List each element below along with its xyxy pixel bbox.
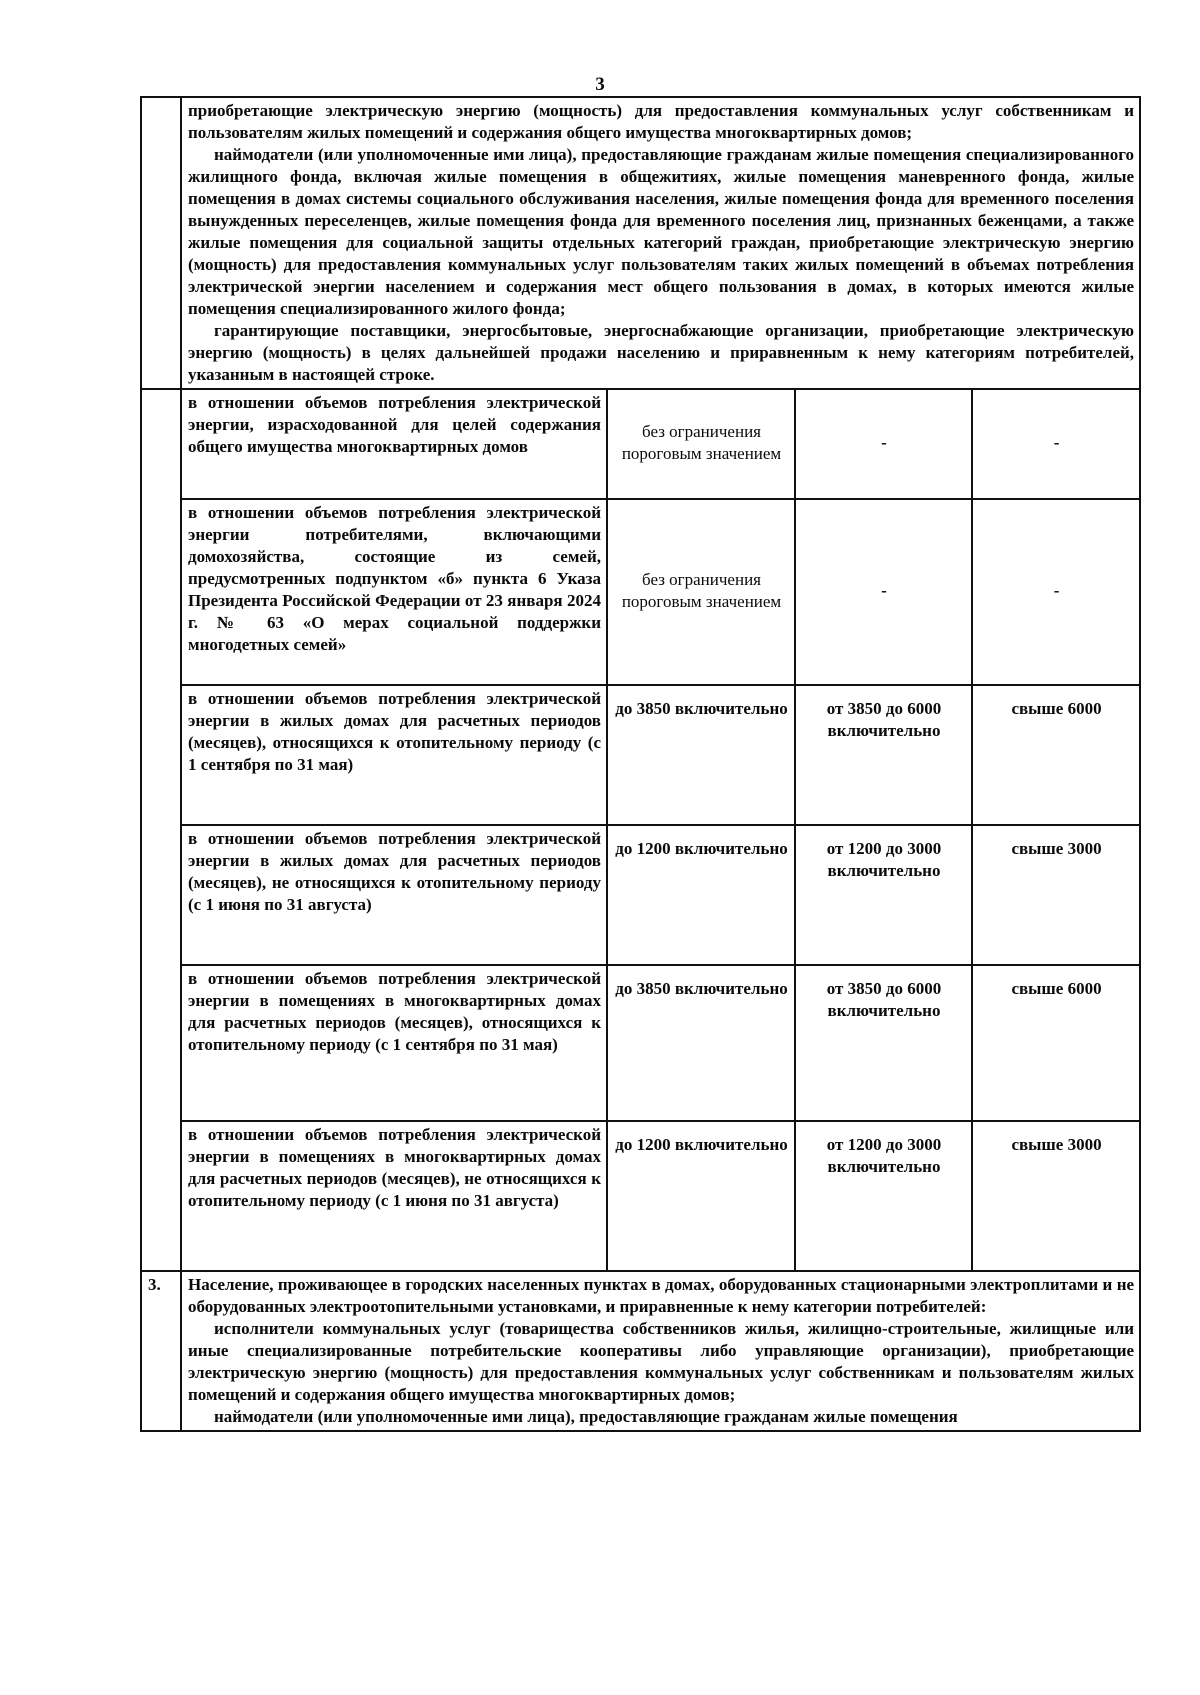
threshold-cell-2: от 1200 до 3000 включительно <box>795 825 972 965</box>
threshold-cell-3: свыше 3000 <box>972 825 1140 965</box>
threshold-cell-3: - <box>972 499 1140 685</box>
section-3-paragraph: Население, проживающее в городских населенных пунктах в домах, оборудованных стационарными электроплитами и не оборудованных электроотопительными установками, и приравненные к нему категории потребителей: <box>188 1275 1135 1316</box>
section-3-paragraph: исполнители коммунальных услуг (товарищества собственников жилья, жилищно-строительные, жилищные или иные специализированные потребительские кооперативы либо управляющие организации), приобретающие электрическую энергию (мощность) для предоставления коммунальных услуг собственникам и пользователям жилых помещений и содержания общего имущества многоквартирных домов; <box>188 1319 1135 1404</box>
table-row <box>141 389 1140 499</box>
threshold-cell-1: до 1200 включительно <box>607 825 795 965</box>
section-3-paragraph: наймодатели (или уполномоченные ими лица), предоставляющие гражданам жилые помещения <box>214 1407 958 1426</box>
intro-row <box>141 97 1140 389</box>
section-3-cell <box>181 1271 1140 1431</box>
intro-paragraph: приобретающие электрическую энергию (мощность) для предоставления коммунальных услуг собственникам и пользователям жилых помещений и содержания общего имущества многоквартирных домов; <box>188 101 1135 142</box>
section-number: 3. <box>141 1271 181 1431</box>
table-row <box>141 499 1140 685</box>
page-number: 3 <box>595 74 605 95</box>
row-description: в отношении объемов потребления электрической энергии, израсходованной для целей содержания общего имущества многоквартирных домов <box>181 389 607 499</box>
threshold-cell-2: от 3850 до 6000 включительно <box>795 685 972 825</box>
intro-paragraph: гарантирующие поставщики, энергосбытовые, энергоснабжающие организации, приобретающие электрическую энергию (мощность) в целях дальнейшей продажи населению и приравненным к нему категориям потребителей, указанным в настоящей строке. <box>188 321 1135 384</box>
table-row <box>141 825 1140 965</box>
threshold-cell-1: до 1200 включительно <box>607 1121 795 1271</box>
row-description: в отношении объемов потребления электрической энергии в помещениях в многоквартирных домах для расчетных периодов (месяцев), не относящихся к отопительному периоду (с 1 июня по 31 августа) <box>181 1121 607 1271</box>
threshold-cell-3: свыше 3000 <box>972 1121 1140 1271</box>
threshold-cell-2: - <box>795 499 972 685</box>
threshold-cell-3: - <box>972 389 1140 499</box>
row-number-cell <box>141 97 181 389</box>
threshold-cell-1: до 3850 включительно <box>607 965 795 1121</box>
row-description: в отношении объемов потребления электрической энергии в жилых домах для расчетных периодов (месяцев), не относящихся к отопительному периоду (с 1 июня по 31 августа) <box>181 825 607 965</box>
row-description: в отношении объемов потребления электрической энергии потребителями, включающими домохозяйства, состоящие из семей, предусмотренных подпунктом «б» пункта 6 Указа Президента Российской Федерации от 23 января 2024 г. № 63 «О мерах социальной поддержки многодетных семей» <box>181 499 607 685</box>
intro-cell <box>181 97 1140 389</box>
row-description: в отношении объемов потребления электрической энергии в помещениях в многоквартирных домах для расчетных периодов (месяцев), относящихся к отопительному периоду (с 1 сентября по 31 мая) <box>181 965 607 1121</box>
threshold-cell-1: без ограничения пороговым значением <box>607 389 795 499</box>
threshold-cell-3: свыше 6000 <box>972 965 1140 1121</box>
table-row <box>141 685 1140 825</box>
row-number-cell <box>141 389 181 1271</box>
threshold-cell-2: от 1200 до 3000 включительно <box>795 1121 972 1271</box>
tariff-table <box>140 96 1141 1432</box>
threshold-cell-1: до 3850 включительно <box>607 685 795 825</box>
threshold-cell-2: - <box>795 389 972 499</box>
threshold-cell-2: от 3850 до 6000 включительно <box>795 965 972 1121</box>
section-3-row <box>141 1271 1140 1431</box>
table-row <box>141 1121 1140 1271</box>
threshold-cell-1: без ограничения пороговым значением <box>607 499 795 685</box>
threshold-cell-3: свыше 6000 <box>972 685 1140 825</box>
intro-paragraph: наймодатели (или уполномоченные ими лица), предоставляющие гражданам жилые помещения специализированного жилищного фонда, включая жилые помещения в общежитиях, жилые помещения маневренного фонда, жилые помещения в домах системы социального обслуживания населения, жилые помещения фонда для временного поселения вынужденных переселенцев, жилые помещения фонда для временного поселения лиц, признанных беженцами, а также жилые помещения для социальной защиты отдельных категорий граждан, приобретающие электрическую энергию (мощность) для предоставления коммунальных услуг пользователям таких жилых помещений в объемах потребления электрической энергии населением и содержания мест общего пользования в домах, в которых имеются жилые помещения специализированного жилого фонда; <box>188 145 1135 318</box>
table-row <box>141 965 1140 1121</box>
row-description: в отношении объемов потребления электрической энергии в жилых домах для расчетных периодов (месяцев), относящихся к отопительному периоду (с 1 сентября по 31 мая) <box>181 685 607 825</box>
